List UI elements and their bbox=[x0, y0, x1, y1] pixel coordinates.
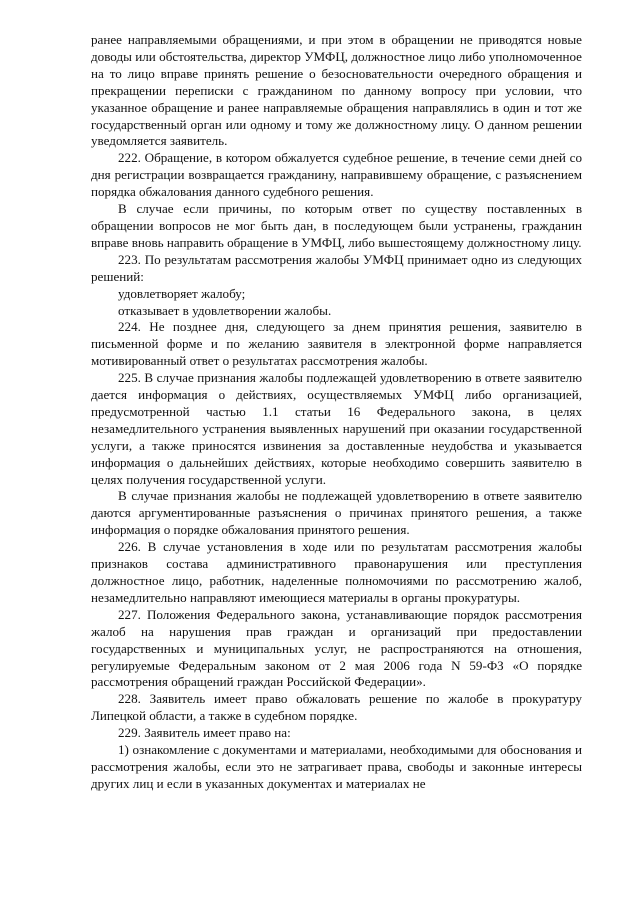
paragraph-222: 222. Обращение, в котором обжалуется судебное решение, в течение семи дней со дня регистрации возвращается гражданину, направившему обращение, с разъяснением порядка обжалования данного судебного решения. bbox=[91, 150, 582, 200]
paragraph-229: 229. Заявитель имеет право на: bbox=[118, 725, 291, 741]
paragraph-222-note: В случае если причины, по которым ответ по существу поставленных в обращении вопросов не мог быть дан, в последующем были устранены, гражданин вправе вновь направить обращение в УМФЦ, либо вышестоящему должностному лицу. bbox=[91, 201, 582, 250]
paragraph-229-item-1: 1) ознакомление с документами и материалами, необходимыми для обоснования и рассмотрения жалобы, если это не затрагивает права, свободы и законные интересы других лиц и если в указанных документах и материалах не bbox=[91, 742, 582, 791]
paragraph-228: 228. Заявитель имеет право обжаловать решение по жалобе в прокуратуру Липецкой области, а также в судебном порядке. bbox=[91, 691, 582, 724]
list-item-refuses: отказывает в удовлетворении жалобы. bbox=[118, 302, 332, 318]
paragraph-223: 223. По результатам рассмотрения жалобы УМФЦ принимает одно из следующих решений: bbox=[91, 251, 582, 284]
paragraph-226: 226. В случае установления в ходе или по результатам рассмотрения жалобы признаков состава административного правонарушения или преступления должностное лицо, работник, наделенные полномочиями по рассмотрению жалоб, незамедлительно направляют имеющиеся материалы в органы прокуратуры. bbox=[91, 539, 582, 605]
paragraph-continuation: ранее направляемыми обращениями, и при этом в обращении не приводятся новые доводы или обстоятельства, директор УМФЦ, должностное лицо либо уполномоченное на то лицо вправе принять решение о безосновательности очередного обращения и прекращении переписки с гражданином по данному вопросу при условии, что указанное обращение и ранее направляемые обращения направлялись в один и тот же государственный орган или одному и тому же должностному лицу. О данном решении уведомляется заявитель. bbox=[91, 32, 582, 149]
paragraph-227: 227. Положения Федерального закона, устанавливающие порядок рассмотрения жалоб на нарушения прав граждан и организаций при предоставлении государственных и муниципальных услуг, не распространяются на отношения, регулируемые Федеральным законом от 2 мая 2006 года N 59-ФЗ «О порядке рассмотрения обращений граждан Российской Федерации». bbox=[91, 606, 582, 690]
paragraph-224: 224. Не позднее дня, следующего за днем принятия решения, заявителю в письменной форме и по желанию заявителя в электронной форме направляется мотивированный ответ о результатах рассмотрения жалобы. bbox=[91, 319, 582, 369]
paragraph-225: 225. В случае признания жалобы подлежащей удовлетворению в ответе заявителю дается информация о действиях, осуществляемых УМФЦ либо организацией, предусмотренной частью 1.1 статьи 16 Федерального закона, в целях незамедлительного устранения выявленных нарушений при оказании государственной услуги, а также приносятся извинения за доставленные неудобства и указывается информация о дальнейших действиях, которые необходимо совершить заявителю в целях получения государственной услуги. bbox=[91, 370, 582, 487]
list-item-satisfies: удовлетворяет жалобу; bbox=[118, 285, 246, 301]
paragraph-225-note: В случае признания жалобы не подлежащей удовлетворению в ответе заявителю даются аргументированные разъяснения о причинах принятого решения, а также информация о порядке обжалования принятого решения. bbox=[91, 488, 582, 538]
